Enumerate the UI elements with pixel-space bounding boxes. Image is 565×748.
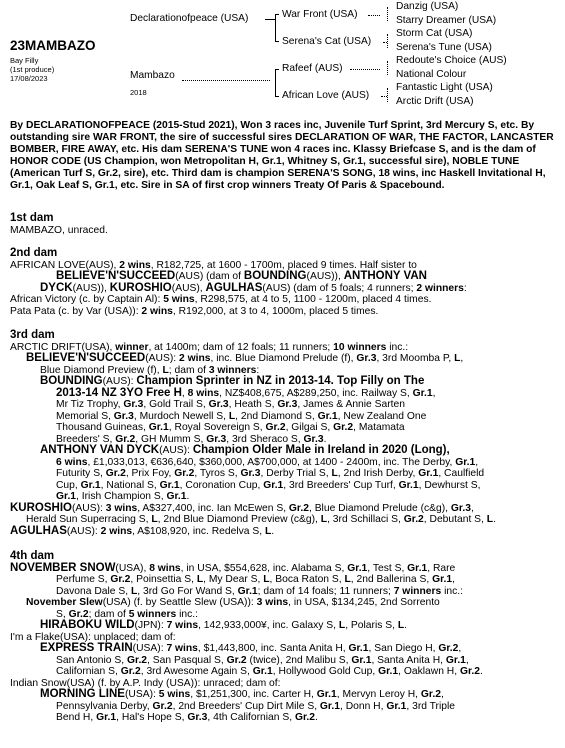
third-dam-line: Breeders' S, Gr.2, GH Mumm S, Gr.3, 3rd Sheraco S, Gr.3. — [56, 433, 327, 445]
sire-dam-bracket — [387, 34, 388, 48]
sire-dam-name: Serena's Cat (USA) — [282, 36, 372, 47]
third-dam-line: ARCTIC DRIFT(USA), winner, at 1400m; dam of 12 foals; 11 runners; 10 winners inc.: — [10, 341, 409, 353]
dam-sire-name: Rafeef (AUS) — [282, 63, 343, 74]
third-dam-line: Gr.1, Irish Champion S, Gr.1. — [56, 491, 190, 502]
sire-bracket — [275, 14, 276, 42]
dam-bracket-top — [275, 69, 279, 70]
fourth-dam-line: Davona Dale S, L, 3rd Go For Wand S, Gr.1; dam of 14 foals; 11 runners; 7 winners inc.: — [56, 585, 463, 597]
third-dam-line: AGULHAS(AUS): 2 wins, A$108,920, inc. Redelva S, L. — [10, 524, 275, 537]
third-dam-line: Futurity S, Gr.2, Prix Foy, Gr.2, Tyros S, Gr.3, Derby Trial S, L, 2nd Irish Derby, Gr.1, Caulfield — [56, 468, 485, 479]
first-dam-heading: 1st dam — [10, 212, 54, 224]
ancestor-g4: Serena's Tune (USA) — [396, 42, 492, 53]
second-dam-line: Pata Pata (c. by Var (USA)): 2 wins, R192,000, at 3 to 4, 1000m, placed 5 times. — [10, 305, 379, 317]
third-dam-section — [10, 330, 562, 537]
fourth-dam-line: MORNING LINE(USA): 5 wins, $1,251,300, inc. Carter H, Gr.1, Mervyn Leroy H, Gr.2, — [40, 688, 444, 700]
fourth-dam-section — [10, 551, 562, 724]
sire-connector — [265, 19, 275, 20]
second-dam-line: AFRICAN LOVE(AUS), 2 wins, R182,725, at 1600 - 1700m, placed 9 times. Half sister to — [10, 259, 417, 271]
sire-introduction: By DECLARATIONOFPEACE (2015-Stud 2021), Won 3 races inc, Juvenile Turf Sprint, 3rd Mercury S, etc. By outstanding sire WAR FRONT, the sire of successful sires DECLARATION OF WAR, THE FACTOR, LANCASTER BOMBER, FIRE AWAY, etc. His dam SERENA'S TUNE won 4 races inc. Klassy Briefcase S, and is the dam of HONOR CODE (US Champion, won Metropolitan H, Gr.1, Whitney S, Gr.1, successful sire), NOBLE TUNE (American Turf S, Gr.2, sire), etc. Third dam is champion SERENA'S SONG, 18 wins, inc Haskell Invitational H, Gr.1, Oak Leaf S, Gr.1, etc. Sire in SA of first crop winners Treaty Of Paris & Spacebound. — [10, 120, 554, 191]
fourth-dam-line: NOVEMBER SNOW(USA), 8 wins, in USA, $554,628, inc. Alabama S, Gr.1, Test S, Gr.1, Rare — [10, 561, 456, 574]
fourth-dam-heading: 4th dam — [10, 550, 55, 562]
third-dam-line: 6 wins, £1,033,013, €636,640, $360,000, A$700,000, at 1400 - 2400m, inc. The Derby, Gr.1, — [56, 456, 479, 468]
fourth-dam-line: S, Gr.2; dam of 5 winners inc.: — [56, 608, 198, 620]
third-dam-line: Thousand Guineas, Gr.1, Royal Sovereign S, Gr.2, Gilgai S, Gr.2, Matamata — [56, 422, 405, 433]
third-dam-line: KUROSHIO(AUS): 3 wins, A$327,400, inc. Ian McEwen S, Gr.2, Blue Diamond Prelude (c&g), Gr.3, — [10, 501, 474, 514]
lot-produce: (1st produce) — [10, 65, 55, 74]
third-dam-line: BOUNDING(AUS): Champion Sprinter in NZ in 2013-14. Top Filly on The — [40, 375, 425, 387]
fourth-dam-line: EXPRESS TRAIN(USA): 7 wins, $1,443,800, inc. Santa Anita H, Gr.1, San Diego H, Gr.2, — [40, 642, 462, 654]
third-dam-line: Mr Tiz Trophy, Gr.3, Gold Trail S, Gr.3, Heath S, Gr.3, James & Annie Sarten — [56, 399, 405, 410]
ancestor-g3: Storm Cat (USA) — [396, 28, 473, 39]
ancestor-g8: Arctic Drift (USA) — [396, 96, 474, 107]
ancestor-g5: Redoute's Choice (AUS) — [396, 55, 507, 66]
third-dam-line: Cup, Gr.1, National S, Gr.1, Coronation Cup, Gr.1, 3rd Breeders' Cup Turf, Gr.1, Dewhurst S, — [56, 479, 481, 491]
ancestor-g1: Danzig (USA) — [396, 1, 459, 12]
fourth-dam-line: San Antonio S, Gr.2, San Pasqual S, Gr.2 (twice), 2nd Malibu S, Gr.1, Santa Anita H, Gr.1, — [56, 654, 469, 666]
sire-name: Declarationofpeace (USA) — [130, 13, 249, 24]
fourth-dam-line: Pennsylvania Derby, Gr.2, 2nd Breeders' Cup Dirt Mile S, Gr.1, Donn H, Gr.1, 3rd Triple — [56, 700, 456, 712]
sire-bracket-bottom — [275, 41, 279, 42]
dam-name: Mambazo — [130, 70, 175, 81]
sire-sire-name: War Front (USA) — [282, 9, 358, 20]
first-dam-text: MAMBAZO, unraced. — [10, 224, 108, 236]
second-dam-heading: 2nd dam — [10, 247, 58, 259]
lot-sex: Bay Filly — [10, 56, 39, 65]
dam-dam-bracket — [387, 88, 388, 102]
first-dam-section — [10, 213, 562, 236]
dam-sire-bracket — [387, 61, 388, 75]
lot-foaling-date: 17/08/2023 — [10, 74, 48, 83]
fourth-dam-line: November Slew(USA) (f. by Seattle Slew (USA)): 3 wins, in USA, $134,245, 2nd Sorrento — [26, 597, 440, 608]
dam-year: 2018 — [130, 88, 147, 97]
ancestor-g7: Fantastic Light (USA) — [396, 82, 493, 93]
fourth-dam-line: Bend H, Gr.1, Hal's Hope S, Gr.3, 4th Californian S, Gr.2. — [56, 712, 318, 723]
sire-sire-connector — [368, 15, 380, 16]
pedigree-chart — [0, 0, 565, 115]
fourth-dam-line: I'm a Flake(USA): unplaced; dam of: — [10, 631, 176, 643]
second-dam-line: BELIEVE'N'SUCCEED(AUS) (dam of BOUNDING(AUS)), ANTHONY VAN — [56, 270, 427, 282]
lot-name: 23MAMBAZO — [10, 38, 96, 53]
sire-bracket-top — [275, 14, 279, 15]
dam-bracket — [275, 69, 276, 97]
third-dam-heading: 3rd dam — [10, 329, 55, 341]
third-dam-line: 2013-14 NZ 3YO Free H, 8 wins, NZ$408,675, A$289,250, inc. Railway S, Gr.1, — [56, 386, 436, 399]
third-dam-line: Herald Sun Superracing S, L, 2nd Blue Diamond Preview (c&g), L, 3rd Schillaci S, Gr.2, Debutant S, L. — [26, 514, 496, 525]
third-dam-line: BELIEVE'N'SUCCEED(AUS): 2 wins, inc. Blue Diamond Prelude (f), Gr.3, 3rd Moomba P, L, — [26, 352, 464, 364]
second-dam-section — [10, 248, 562, 317]
dam-sire-connector — [350, 69, 380, 70]
dam-connector — [182, 80, 270, 81]
third-dam-line: Blue Diamond Preview (f), L; dam of 3 winners: — [40, 364, 260, 376]
second-dam-line: African Victory (c. by Captain Al): 5 wins, R298,575, at 4 to 5, 1100 - 1200m, placed 4 times. — [10, 294, 432, 305]
third-dam-line: ANTHONY VAN DYCK(AUS): Champion Older Male in Ireland in 2020 (Long), — [40, 444, 450, 456]
dam-bracket-bottom — [275, 96, 279, 97]
ancestor-g2: Starry Dreamer (USA) — [396, 15, 497, 26]
fourth-dam-line: Perfume S, Gr.2, Poinsettia S, L, My Dear S, L, Boca Raton S, L, 2nd Ballerina S, Gr.1, — [56, 574, 455, 585]
fourth-dam-line: Californian S, Gr.2, 3rd Awesome Again S, Gr.1, Hollywood Gold Cup, Gr.1, Oaklawn H, Gr.2. — [56, 666, 483, 677]
fourth-dam-line: Indian Snow(USA) (f. by A.P. Indy (USA)): unraced; dam of: — [10, 677, 281, 689]
fourth-dam-line: HIRABOKU WILD(JPN): 7 wins, 142,933,000¥, inc. Galaxy S, L, Polaris S, L. — [40, 619, 408, 631]
sire-sire-bracket — [387, 7, 388, 21]
second-dam-line: DYCK(AUS)), KUROSHIO(AUS), AGULHAS(AUS) (dam of 5 foals; 4 runners; 2 winners: — [40, 281, 467, 294]
dam-dam-name: African Love (AUS) — [282, 90, 370, 101]
third-dam-line: Memorial S, Gr.3, Murdoch Newell S, L, 2nd Diamond S, Gr.1, New Zealand One — [56, 410, 427, 422]
ancestor-g6: National Colour — [396, 69, 467, 80]
